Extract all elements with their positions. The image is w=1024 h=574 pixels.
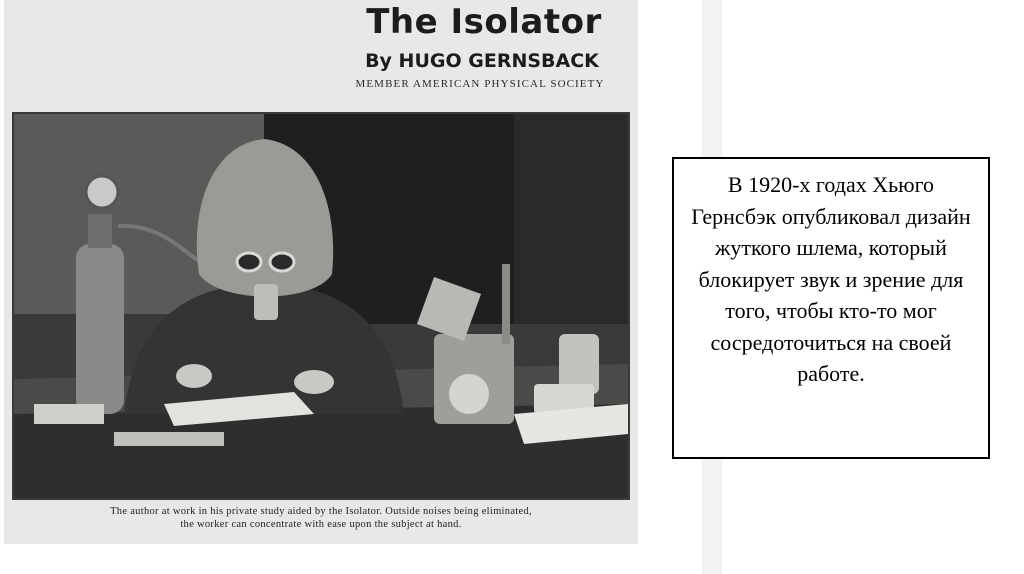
caption-line-1: The author at work in his private study aided by the Isolator. Outside noises being eliminated, — [110, 506, 532, 517]
clipping-title: The Isolator — [366, 2, 602, 42]
newspaper-clipping — [4, 0, 638, 544]
clipping-caption — [14, 505, 628, 531]
clipping-byline: By HUGO GERNSBACK — [365, 50, 599, 72]
caption-line-2: the worker can concentrate with ease upon the subject at hand. — [180, 519, 462, 530]
description-text: В 1920-х годах Хьюго Гернсбэк опубликовал дизайн жуткого шлема, который блокирует звук и зрение для того, чтобы кто-то мог сосредоточиться на своей работе. — [691, 172, 971, 386]
clipping-society: MEMBER AMERICAN PHYSICAL SOCIETY — [355, 78, 605, 90]
isolator-photo — [12, 112, 630, 500]
photo-illustration — [14, 114, 628, 498]
description-text-box — [672, 157, 990, 459]
